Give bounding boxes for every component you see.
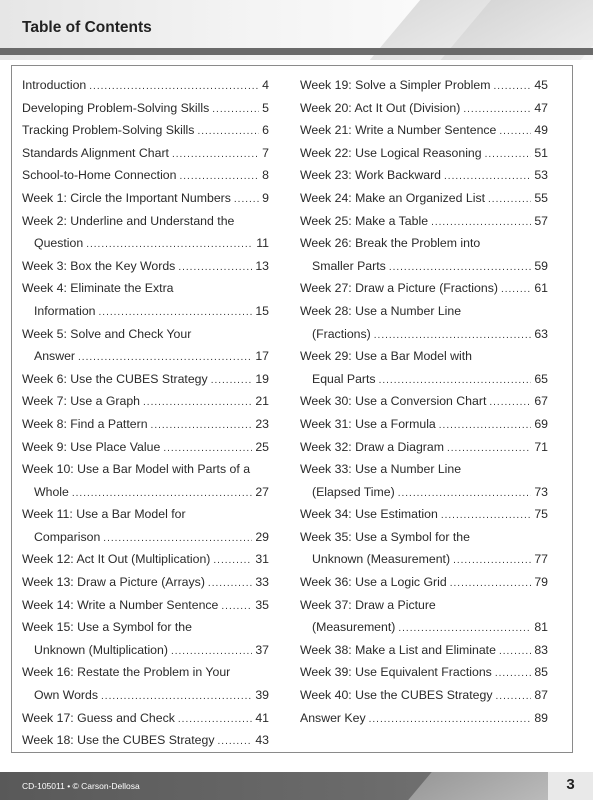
- toc-entry: [300, 97, 548, 120]
- toc-entry-title: Week 32: Draw a Diagram: [300, 439, 444, 454]
- toc-entry: [22, 368, 269, 391]
- toc-entry: [300, 503, 548, 526]
- toc-leader-dots: [369, 709, 532, 730]
- toc-leader-dots: [89, 76, 259, 97]
- toc-page-number: 35: [255, 597, 269, 612]
- toc-entry: [22, 97, 269, 120]
- toc-entry-title: Week 12: Act It Out (Multiplication): [22, 552, 211, 567]
- toc-entry: [22, 616, 269, 639]
- toc-page-number: 69: [534, 416, 548, 431]
- toc-entry: [300, 548, 548, 571]
- toc-page-number: 7: [262, 145, 269, 160]
- toc-page-number: 57: [534, 213, 548, 228]
- toc-entry-title: Week 10: Use a Bar Model with Parts of a: [22, 462, 251, 477]
- toc-entry: [22, 323, 269, 346]
- toc-entry-title: Comparison: [34, 529, 101, 544]
- toc-leader-dots: [212, 99, 259, 120]
- toc-entry-title: Week 36: Use a Logic Grid: [300, 575, 447, 590]
- toc-column-left: [22, 74, 269, 752]
- toc-leader-dots: [441, 505, 531, 526]
- toc-page-number: 11: [256, 236, 269, 251]
- toc-leader-dots: [431, 212, 531, 233]
- toc-leader-dots: [218, 731, 253, 752]
- toc-entry-title: Week 24: Make an Organized List: [300, 190, 486, 205]
- toc-entry: [300, 526, 548, 549]
- toc-entry-title: Week 27: Draw a Picture (Fractions): [300, 281, 498, 296]
- toc-page-number: 75: [534, 507, 548, 522]
- toc-entry: [22, 729, 269, 752]
- toc-page-number: 83: [534, 642, 548, 657]
- toc-entry: [22, 458, 269, 481]
- toc-entry-title: Week 21: Write a Number Sentence: [300, 123, 497, 138]
- toc-leader-dots: [439, 415, 532, 436]
- toc-entry-title: Unknown (Multiplication): [34, 642, 168, 657]
- toc-leader-dots: [398, 483, 532, 504]
- toc-entry: [300, 616, 548, 639]
- toc-entry-title: Week 18: Use the CUBES Strategy: [22, 733, 215, 748]
- toc-entry-title: Week 13: Draw a Picture (Arrays): [22, 575, 205, 590]
- toc-entry: [22, 345, 269, 368]
- toc-page-number: 59: [534, 258, 548, 273]
- toc-entry-title: Week 20: Act It Out (Division): [300, 100, 461, 115]
- toc-entry: [300, 436, 548, 459]
- toc-entry-title: Whole: [34, 484, 69, 499]
- toc-entry-title: (Measurement): [312, 620, 396, 635]
- toc-entry: [22, 526, 269, 549]
- toc-page-number: 8: [262, 168, 269, 183]
- toc-entry: [22, 255, 269, 278]
- toc-entry-title: Week 30: Use a Conversion Chart: [300, 394, 487, 409]
- toc-page-number: 65: [534, 371, 548, 386]
- toc-page-number: 79: [534, 575, 548, 590]
- toc-page-number: 13: [255, 258, 269, 273]
- toc-page-number: 41: [255, 710, 269, 725]
- toc-entry: [300, 277, 548, 300]
- footer-credit: CD-105011 • © Carson-Dellosa: [22, 781, 140, 791]
- toc-page-number: 37: [255, 642, 269, 657]
- toc-leader-dots: [453, 550, 531, 571]
- toc-page-number: 25: [255, 439, 269, 454]
- toc-entry-title: Week 22: Use Logical Reasoning: [300, 145, 482, 160]
- toc-leader-dots: [103, 528, 252, 549]
- toc-entry: [22, 187, 269, 210]
- toc-entry-title: Unknown (Measurement): [312, 552, 451, 567]
- toc-entry-title: Week 28: Use a Number Line: [300, 303, 462, 318]
- toc-entry-title: Week 9: Use Place Value: [22, 439, 161, 454]
- toc-entry-title: Week 8: Find a Pattern: [22, 416, 148, 431]
- toc-entry: [300, 187, 548, 210]
- toc-leader-dots: [99, 302, 253, 323]
- toc-entry: [300, 210, 548, 233]
- toc-leader-dots: [495, 663, 531, 684]
- toc-page-number: 53: [534, 168, 548, 183]
- toc-entry-title: Week 2: Underline and Understand the: [22, 213, 235, 228]
- toc-leader-dots: [374, 325, 532, 346]
- toc-entry-title: Smaller Parts: [312, 258, 386, 273]
- toc-page-number: 23: [255, 416, 269, 431]
- toc-entry: [22, 481, 269, 504]
- toc-leader-dots: [211, 370, 253, 391]
- toc-entry: [22, 661, 269, 684]
- toc-entry-title: Week 26: Break the Problem into: [300, 236, 481, 251]
- toc-entry: [300, 368, 548, 391]
- toc-entry: [300, 684, 548, 707]
- toc-page-number: 87: [534, 688, 548, 703]
- toc-entry: [22, 684, 269, 707]
- toc-entry: [300, 74, 548, 97]
- toc-leader-dots: [389, 257, 532, 278]
- toc-page-number: 55: [534, 190, 548, 205]
- page-number: 3: [566, 776, 575, 793]
- toc-leader-dots: [499, 641, 531, 662]
- toc-entry: [300, 571, 548, 594]
- toc-entry: [22, 571, 269, 594]
- toc-page-number: 67: [534, 394, 548, 409]
- toc-leader-dots: [208, 573, 252, 594]
- toc-entry-title: Week 11: Use a Bar Model for: [22, 507, 186, 522]
- toc-page-number: 45: [534, 78, 548, 92]
- toc-entry-title: Equal Parts: [312, 371, 376, 386]
- toc-entry-title: Week 23: Work Backward: [300, 168, 442, 183]
- toc-entry-title: Developing Problem-Solving Skills: [22, 100, 210, 115]
- toc-leader-dots: [178, 709, 252, 730]
- toc-entry: [300, 323, 548, 346]
- toc-entry: [22, 390, 269, 413]
- toc-entry-title: Week 4: Eliminate the Extra: [22, 281, 174, 296]
- toc-entry: [300, 639, 548, 662]
- toc-page-number: 61: [534, 281, 548, 296]
- toc-entry-title: Week 14: Write a Number Sentence: [22, 597, 219, 612]
- toc-entry: [300, 300, 548, 323]
- toc-entry: [300, 413, 548, 436]
- toc-leader-dots: [501, 279, 531, 300]
- toc-entry-title: (Elapsed Time): [312, 484, 395, 499]
- toc-page-number: 63: [534, 326, 548, 341]
- toc-leader-dots: [444, 166, 531, 187]
- toc-entry-title: Week 16: Restate the Problem in Your: [22, 665, 231, 680]
- toc-entry: [22, 413, 269, 436]
- toc-page-number: 39: [255, 688, 269, 703]
- toc-page-number: 71: [534, 439, 548, 454]
- toc-entry: [22, 142, 269, 165]
- toc-page-number: 17: [255, 349, 269, 364]
- toc-entry-title: Week 34: Use Estimation: [300, 507, 438, 522]
- toc-leader-dots: [151, 415, 253, 436]
- toc-page-number: 31: [255, 552, 269, 567]
- toc-entry-title: Answer: [34, 349, 76, 364]
- toc-leader-dots: [179, 166, 259, 187]
- toc-leader-dots: [447, 438, 531, 459]
- toc-page-number: 4: [262, 78, 269, 92]
- toc-page-number: 43: [255, 733, 269, 748]
- toc-leader-dots: [488, 189, 531, 210]
- toc-entry-title: Information: [34, 303, 96, 318]
- toc-entry-title: Own Words: [34, 688, 99, 703]
- toc-leader-dots: [221, 596, 252, 617]
- toc-entry: [22, 164, 269, 187]
- toc-leader-dots: [101, 686, 252, 707]
- toc-leader-dots: [499, 121, 531, 142]
- toc-entry: [22, 300, 269, 323]
- toc-entry-title: Week 19: Solve a Simpler Problem: [300, 78, 491, 92]
- toc-entry: [300, 119, 548, 142]
- toc-leader-dots: [163, 438, 252, 459]
- toc-entry-title: Week 15: Use a Symbol for the: [22, 620, 192, 635]
- toc-entry: [300, 142, 548, 165]
- toc-page-number: 15: [255, 303, 269, 318]
- toc-entry: [300, 255, 548, 278]
- toc-page-number: 21: [255, 394, 269, 409]
- toc-page-number: 27: [255, 484, 269, 499]
- toc-entry-title: Week 33: Use a Number Line: [300, 462, 462, 477]
- toc-leader-dots: [178, 257, 252, 278]
- toc-leader-dots: [78, 347, 252, 368]
- page-number-box: [548, 772, 593, 800]
- toc-entry-title: Introduction: [22, 78, 87, 92]
- toc-page-number: 19: [255, 371, 269, 386]
- toc-page-number: 51: [534, 145, 548, 160]
- toc-page-number: 6: [262, 123, 269, 138]
- toc-page-number: 73: [534, 484, 548, 499]
- toc-page-number: 33: [255, 575, 269, 590]
- toc-entry: [300, 707, 548, 730]
- toc-entry: [300, 481, 548, 504]
- toc-entry: [22, 594, 269, 617]
- toc-entry-title: Week 1: Circle the Important Numbers: [22, 190, 231, 205]
- toc-leader-dots: [493, 76, 531, 97]
- toc-leader-dots: [86, 234, 253, 255]
- toc-leader-dots: [496, 686, 532, 707]
- toc-entry: [22, 639, 269, 662]
- page-header: [0, 0, 593, 60]
- toc-leader-dots: [379, 370, 532, 391]
- toc-page-number: 9: [262, 190, 269, 205]
- toc-page-number: 81: [534, 620, 548, 635]
- toc-entry-title: Question: [34, 236, 84, 251]
- toc-entry-title: Week 31: Use a Formula: [300, 416, 436, 431]
- toc-entry-title: Week 5: Solve and Check Your: [22, 326, 192, 341]
- toc-entry-title: School-to-Home Connection: [22, 168, 177, 183]
- toc-leader-dots: [172, 144, 259, 165]
- toc-entry-title: Standards Alignment Chart: [22, 145, 169, 160]
- toc-entry-title: Week 6: Use the CUBES Strategy: [22, 371, 208, 386]
- toc-entry: [22, 232, 269, 255]
- toc-leader-dots: [72, 483, 252, 504]
- toc-entry: [22, 119, 269, 142]
- toc-entry-title: Week 37: Draw a Picture: [300, 597, 436, 612]
- toc-entry-title: Week 29: Use a Bar Model with: [300, 349, 473, 364]
- toc-entry: [22, 436, 269, 459]
- toc-entry: [300, 164, 548, 187]
- toc-entry-title: Week 17: Guess and Check: [22, 710, 175, 725]
- toc-column-right: [300, 74, 548, 729]
- toc-page-number: 29: [255, 529, 269, 544]
- toc-entry-title: Week 35: Use a Symbol for the: [300, 529, 470, 544]
- toc-page-number: 49: [534, 123, 548, 138]
- toc-leader-dots: [450, 573, 532, 594]
- toc-entry-title: Week 7: Use a Graph: [22, 394, 141, 409]
- toc-entry: [300, 661, 548, 684]
- toc-leader-dots: [213, 550, 252, 571]
- header-rule: [0, 48, 593, 55]
- toc-leader-dots: [398, 618, 531, 639]
- page-footer: [0, 772, 593, 800]
- page-title: Table of Contents: [22, 19, 152, 36]
- toc-page-number: 89: [534, 710, 548, 725]
- toc-leader-dots: [485, 144, 532, 165]
- toc-entry-title: Tracking Problem-Solving Skills: [22, 123, 195, 138]
- toc-leader-dots: [197, 121, 259, 142]
- toc-page-number: 77: [534, 552, 548, 567]
- toc-entry: [22, 707, 269, 730]
- toc-entry: [22, 503, 269, 526]
- toc-entry: [22, 210, 269, 233]
- toc-leader-dots: [234, 189, 259, 210]
- toc-entry: [300, 345, 548, 368]
- toc-page-number: 47: [534, 100, 548, 115]
- toc-entry: [300, 232, 548, 255]
- toc-entry-title: Week 3: Box the Key Words: [22, 258, 176, 273]
- toc-entry-title: (Fractions): [312, 326, 371, 341]
- toc-page-number: 85: [534, 665, 548, 680]
- toc-entry: [22, 277, 269, 300]
- toc-entry: [22, 74, 269, 97]
- toc-entry-title: Week 38: Make a List and Eliminate: [300, 642, 496, 657]
- toc-entry-title: Week 39: Use Equivalent Fractions: [300, 665, 492, 680]
- toc-leader-dots: [143, 392, 252, 413]
- toc-entry: [300, 390, 548, 413]
- toc-leader-dots: [489, 392, 531, 413]
- toc-entry-title: Answer Key: [300, 710, 366, 725]
- toc-entry-title: Week 40: Use the CUBES Strategy: [300, 688, 493, 703]
- toc-leader-dots: [171, 641, 252, 662]
- toc-entry-title: Week 25: Make a Table: [300, 213, 429, 228]
- toc-entry: [22, 548, 269, 571]
- toc-page-number: 5: [262, 100, 269, 115]
- toc-entry: [300, 594, 548, 617]
- toc-leader-dots: [463, 99, 531, 120]
- toc-entry: [300, 458, 548, 481]
